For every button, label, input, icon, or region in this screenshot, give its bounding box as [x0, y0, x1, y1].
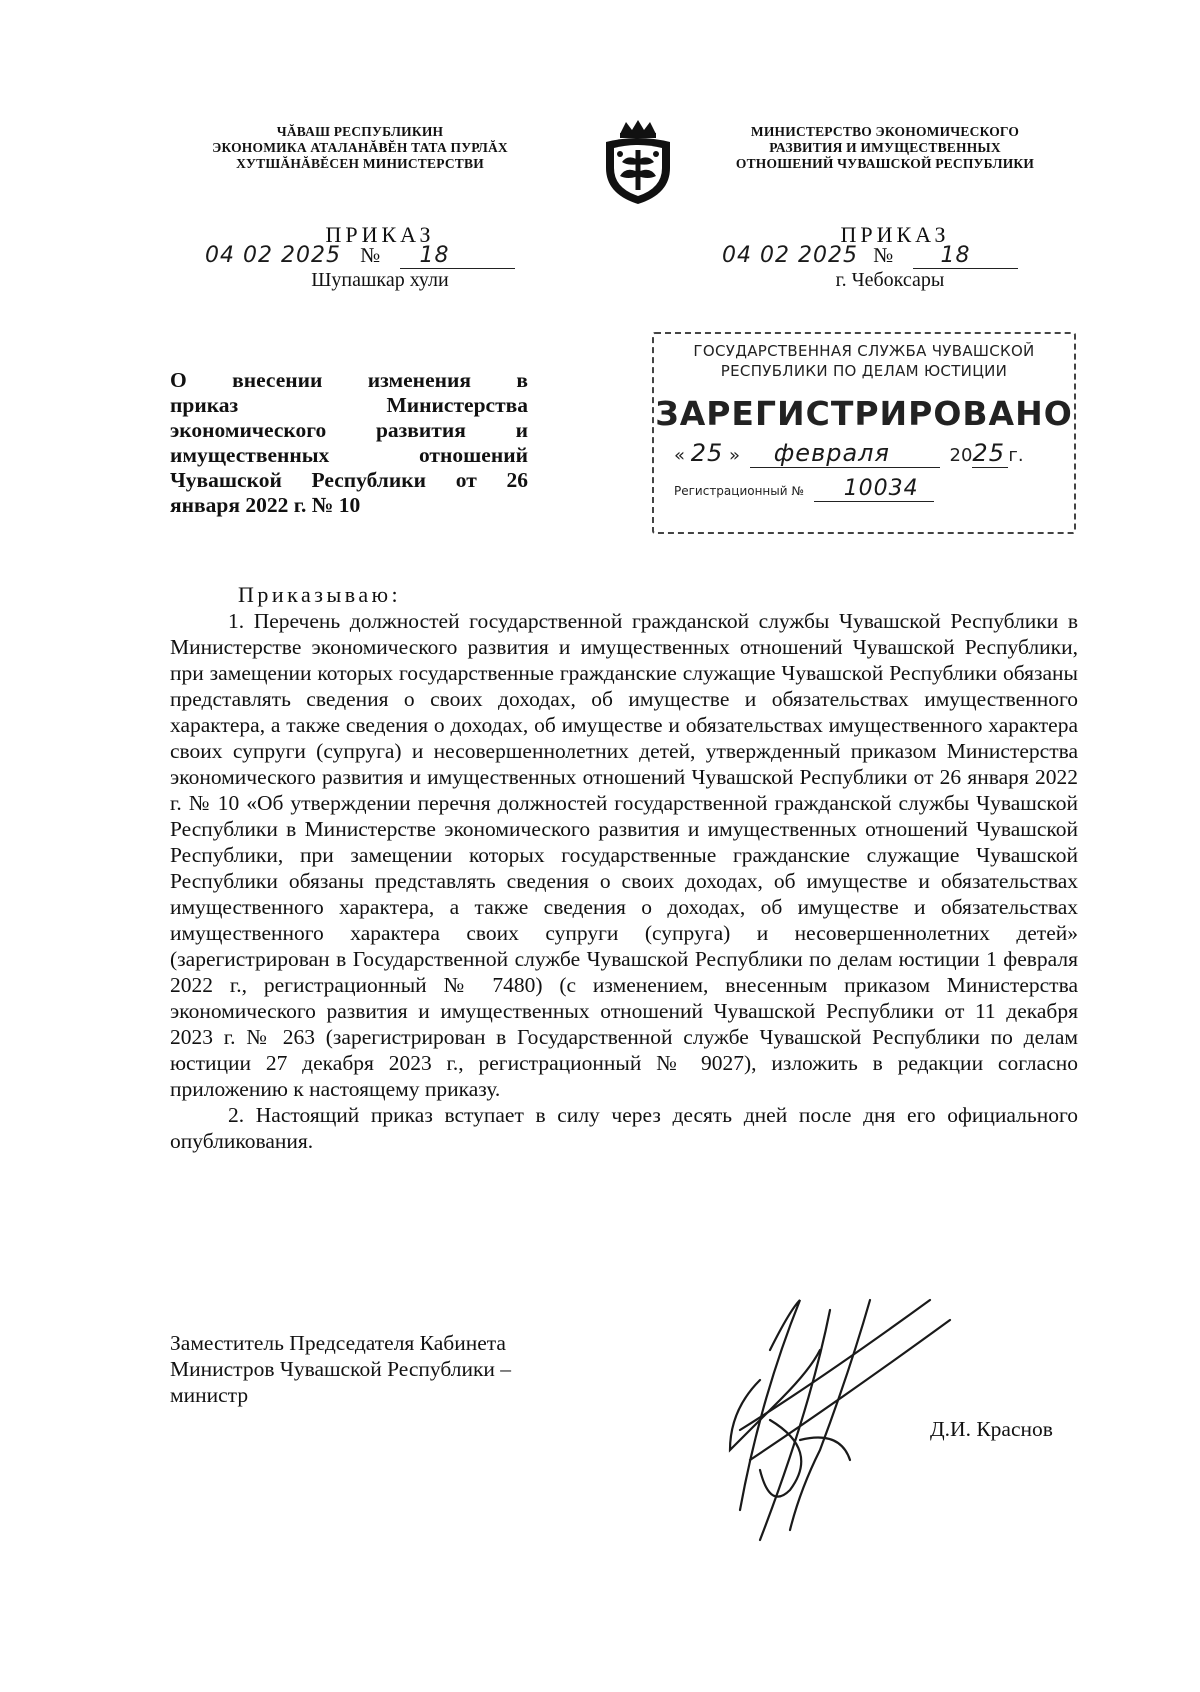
stamp-status: ЗАРЕГИСТРИРОВАНО — [655, 394, 1073, 433]
signatory-position — [170, 1330, 590, 1408]
position-line-3: министр — [170, 1383, 249, 1407]
header-left-line-3: ХУТШĂНĂВĔСЕН МИНИСТЕРСТВИ — [236, 156, 484, 171]
order-city-left: Шупашкар хули — [311, 269, 449, 291]
header-right-line-1: МИНИСТЕРСТВО ЭКОНОМИЧЕСКОГО — [750, 124, 1020, 139]
stamp-quote-close: » — [729, 445, 741, 466]
order-number-line-right — [722, 243, 1018, 269]
subject-line-4: имущественных отношений — [170, 443, 528, 467]
header-left — [170, 124, 550, 172]
subject-line-6: января 2022 г. № 10 — [170, 493, 361, 517]
stamp-month: февраля — [773, 439, 890, 467]
number-sign-left: № — [360, 243, 381, 267]
header-left-line-1: ЧĂВАШ РЕСПУБЛИКИН — [276, 124, 444, 139]
coat-of-arms-icon — [598, 116, 678, 206]
handwritten-signature — [700, 1290, 960, 1550]
position-line-2: Министров Чувашской Республики – — [170, 1357, 512, 1381]
header-left-line-2: ЭКОНОМИКА АТАЛАНĂВĔН ТАТА ПУРЛĂХ — [212, 140, 508, 155]
order-number-left: 18 — [419, 243, 450, 268]
subject-line-1: О внесении изменения в — [170, 368, 528, 392]
order-title-right: ПРИКАЗ — [840, 222, 950, 247]
order-date-right: 04 02 2025 — [722, 243, 858, 268]
order-number-right: 18 — [940, 243, 971, 268]
signatory-name: Д.И. Краснов — [930, 1417, 1053, 1441]
order-city-right: г. Чебоксары — [835, 269, 945, 291]
number-sign-right: № — [873, 243, 894, 267]
paragraph-2: 2. Настоящий приказ вступает в силу через десять дней после дня его официального опубликования. — [170, 1103, 1078, 1153]
order-subject — [170, 368, 528, 518]
subject-line-5: Чувашской Республики от 26 — [170, 468, 528, 492]
registration-stamp — [652, 332, 1076, 534]
stamp-day: 25 — [690, 439, 724, 467]
position-line-1: Заместитель Председателя Кабинета — [170, 1331, 506, 1355]
stamp-year-prefix: 20 — [949, 445, 973, 466]
order-number-line-left — [205, 243, 515, 269]
stamp-year: 25 — [972, 439, 1005, 467]
stamp-year-suffix: г. — [1008, 445, 1024, 466]
stamp-quote-open: « — [674, 445, 686, 466]
stamp-date-line — [654, 439, 1074, 468]
order-date-left: 04 02 2025 — [205, 243, 341, 268]
ordering-word: Приказываю: — [238, 582, 402, 607]
stamp-line-1: ГОСУДАРСТВЕННАЯ СЛУЖБА ЧУВАШСКОЙ — [693, 342, 1035, 360]
order-body — [170, 608, 1078, 1154]
subject-line-3: экономического развития и — [170, 418, 528, 442]
order-title-left: ПРИКАЗ — [325, 222, 435, 247]
stamp-reg-number: 10034 — [843, 476, 919, 501]
header-right-line-2: РАЗВИТИЯ И ИМУЩЕСТВЕННЫХ — [769, 140, 1001, 155]
header-right-line-3: ОТНОШЕНИЙ ЧУВАШСКОЙ РЕСПУБЛИКИ — [735, 156, 1035, 171]
header-right — [715, 124, 1055, 172]
stamp-line-2: РЕСПУБЛИКИ ПО ДЕЛАМ ЮСТИЦИИ — [720, 362, 1008, 380]
stamp-reg-line — [654, 476, 1074, 502]
stamp-reg-label: Регистрационный № — [674, 484, 804, 498]
subject-line-2: приказ Министерства — [170, 393, 528, 417]
paragraph-1: 1. Перечень должностей государственной гражданской службы Чувашской Республики в Министерстве экономического развития и имущественных отношений Чувашской Республики, при замещении которых государственные гражданские служащие Чувашской Республики обязаны представлять сведения о своих доходах, об имуществе и обязательствах имущественного характера, а также сведения о доходах, об имуществе и обязательствах имущественного характера своих супруги (супруга) и несовершеннолетних детей, утвержденный приказом Министерства экономического развития и имущественных отношений Чувашской Республики от 26 января 2022 г. № 10 «Об утверждении перечня должностей государственной гражданской службы Чувашской Республики в Министерстве экономического развития и имущественных отношений Чувашской Республики, при замещении которых государственные гражданские служащие Чувашской Республики обязаны представлять сведения о своих доходах, об имуществе и обязательствах имущественного характера, а также сведения о доходах, об имуществе и обязательствах имущественного характера своих супруги (супруга) и несовершеннолетних детей» (зарегистрирован в Государственной службе Чувашской Республики по делам юстиции 1 февраля 2022 г., регистрационный № 7480) (с изменением, внесенным приказом Министерства экономического развития и имущественных отношений Чувашской Республики от 11 декабря 2023 г. № 263 (зарегистрирован в Государственной службе Чувашской Республики по делам юстиции 27 декабря 2023 г., регистрационный № 9027), изложить в редакции согласно приложению к настоящему приказу. — [170, 609, 1078, 1101]
